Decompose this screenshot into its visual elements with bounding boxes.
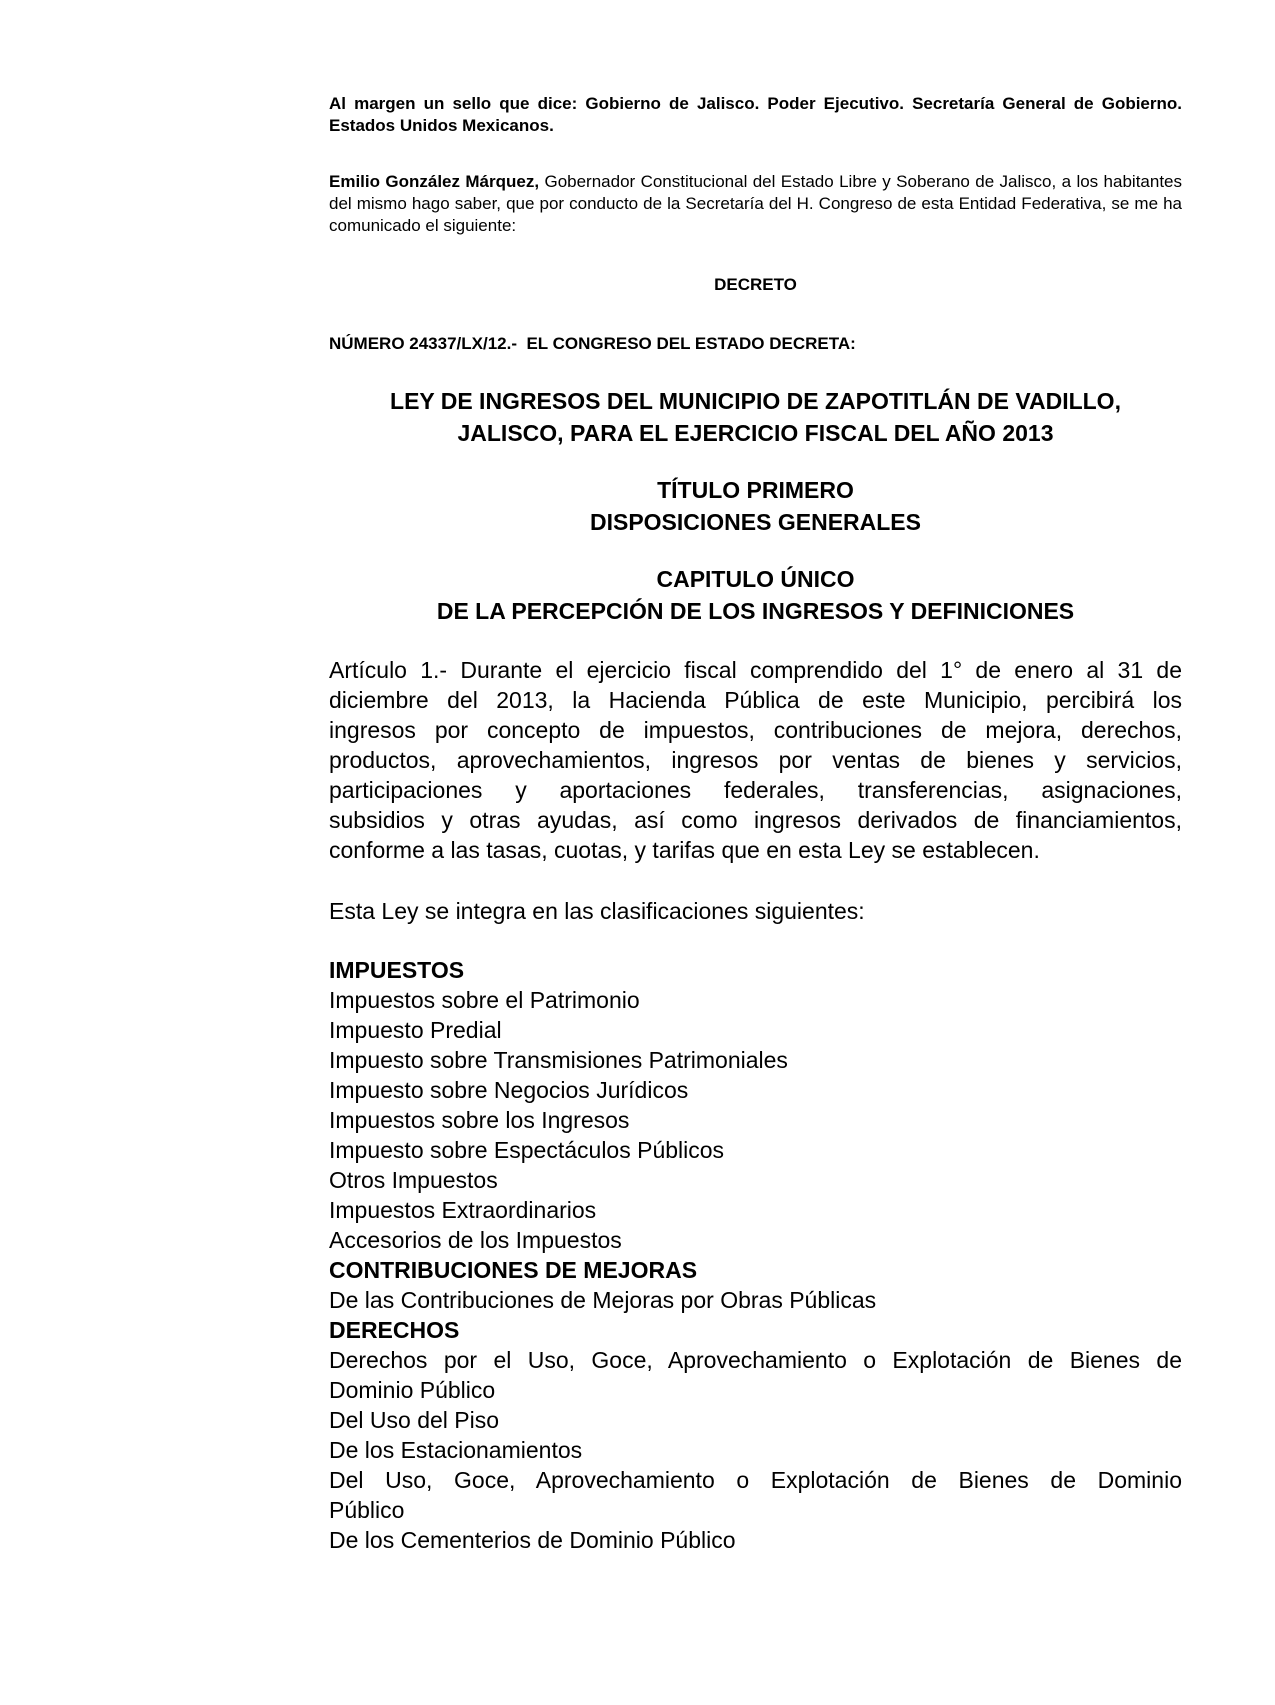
article-1-line: productos, aprovechamientos, ingresos por ventas de bienes y servicios, <box>329 747 1182 773</box>
list-item: Impuestos Extraordinarios <box>329 1197 597 1223</box>
list-item: Del Uso, Goce, Aprovechamiento o Explotación de Bienes de Dominio <box>329 1467 1182 1493</box>
derechos-heading: DERECHOS <box>329 1317 460 1343</box>
list-item: Del Uso del Piso <box>329 1407 500 1433</box>
list-item: Otros Impuestos <box>329 1167 498 1193</box>
article-1-line: conforme a las tasas, cuotas, y tarifas que en esta Ley se establecen. <box>329 837 1040 863</box>
decree-number: NÚMERO 24337/LX/12.- EL CONGRESO DEL ESTADO DECRETA: <box>329 334 856 353</box>
impuestos-heading: IMPUESTOS <box>329 957 465 983</box>
title-section-heading <box>329 474 1182 538</box>
governor-name: Emilio González Márquez, <box>329 172 540 191</box>
title-section-line-2: DISPOSICIONES GENERALES <box>589 509 921 535</box>
contribuciones-heading: CONTRIBUCIONES DE MEJORAS <box>329 1257 698 1283</box>
article-1-line: subsidios y otras ayudas, así como ingresos derivados de financiamientos, <box>329 807 1182 833</box>
list-item: Accesorios de los Impuestos <box>329 1227 622 1253</box>
chapter-line-1: CAPITULO ÚNICO <box>656 566 855 592</box>
list-item: De las Contribuciones de Mejoras por Obras Públicas <box>329 1287 877 1313</box>
article-1-line: Artículo 1.- Durante el ejercicio fiscal comprendido del 1° de enero al 31 de <box>329 657 1182 683</box>
law-title <box>329 385 1182 449</box>
decree-label: DECRETO <box>714 275 797 294</box>
margin-note: Al margen un sello que dice: Gobierno de Jalisco. Poder Ejecutivo. Secretaría General de Gobierno. Estados Unidos Mexicanos. <box>329 94 1182 135</box>
promulgation-paragraph <box>329 171 1182 237</box>
list-item: Impuesto sobre Espectáculos Públicos <box>329 1137 725 1163</box>
list-item: Impuesto sobre Negocios Jurídicos <box>329 1077 689 1103</box>
list-item: Derechos por el Uso, Goce, Aprovechamiento o Explotación de Bienes de <box>329 1347 1182 1373</box>
article-1-line: diciembre del 2013, la Hacienda Pública de este Municipio, percibirá los <box>329 687 1182 713</box>
list-item: Impuesto sobre Transmisiones Patrimoniales <box>329 1047 788 1073</box>
classification-list <box>329 955 1182 1555</box>
list-item: Público <box>329 1497 405 1523</box>
title-section-line-1: TÍTULO PRIMERO <box>657 477 854 503</box>
promulgation-text: Gobernador Constitucional del Estado Libre y Soberano de Jalisco, a los habitantes del mismo hago saber, que por conducto de la Secretaría del H. Congreso de esta Entidad Federativa, se me ha comunicado el siguiente: <box>329 172 1182 235</box>
article-1-line: participaciones y aportaciones federales, transferencias, asignaciones, <box>329 777 1182 803</box>
list-item: De los Estacionamientos <box>329 1437 583 1463</box>
law-title-line-2: JALISCO, PARA EL EJERCICIO FISCAL DEL AÑO 2013 <box>457 420 1054 446</box>
article-1 <box>329 655 1182 865</box>
list-item: Dominio Público <box>329 1377 496 1403</box>
list-item: Impuestos sobre el Patrimonio <box>329 987 640 1013</box>
list-item: De los Cementerios de Dominio Público <box>329 1527 736 1553</box>
list-item: Impuesto Predial <box>329 1017 502 1043</box>
law-title-line-1: LEY DE INGRESOS DEL MUNICIPIO DE ZAPOTITLÁN DE VADILLO, <box>390 388 1121 414</box>
list-item: Impuestos sobre los Ingresos <box>329 1107 630 1133</box>
article-1-line: ingresos por concepto de impuestos, contribuciones de mejora, derechos, <box>329 717 1182 743</box>
classifications-intro: Esta Ley se integra en las clasificaciones siguientes: <box>329 898 865 924</box>
chapter-heading <box>329 563 1182 627</box>
chapter-line-2: DE LA PERCEPCIÓN DE LOS INGRESOS Y DEFINICIONES <box>436 598 1075 624</box>
